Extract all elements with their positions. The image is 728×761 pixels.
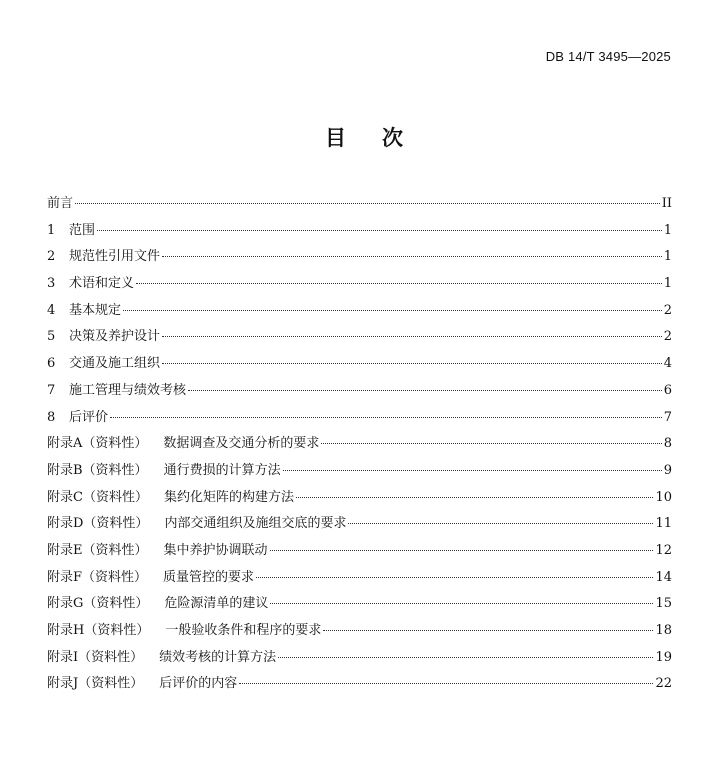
toc-entry-title: 一般验收条件和程序的要求 [165, 623, 322, 638]
toc-entry[interactable] [47, 221, 672, 248]
toc-entry[interactable] [47, 461, 672, 488]
toc-page-number: 19 [655, 649, 672, 665]
toc-entry-title: 质量管控的要求 [163, 569, 255, 585]
toc-entry[interactable] [47, 301, 672, 328]
toc-dot-leader [123, 310, 662, 311]
toc-entry[interactable] [47, 434, 672, 461]
toc-entry-title: 基本规定 [69, 302, 122, 318]
toc-page-number: 1 [663, 249, 672, 265]
toc-entry[interactable] [47, 594, 672, 621]
toc-entry[interactable] [47, 327, 672, 354]
toc-entry-number: 附录F（资料性） [47, 569, 148, 585]
toc-page-number: 22 [655, 676, 672, 692]
toc-entry[interactable] [47, 621, 672, 648]
toc-dot-leader [270, 550, 654, 551]
toc-dot-leader [136, 283, 662, 284]
toc-entry-title: 数据调查及交通分析的要求 [163, 436, 320, 452]
toc-dot-leader [162, 363, 662, 364]
toc-entry-title: 前言 [47, 196, 74, 211]
toc-entry-number: 附录E（资料性） [47, 542, 148, 558]
toc-entry-number: 附录B（资料性） [47, 462, 148, 478]
toc-dot-leader [97, 230, 662, 231]
toc-entry-title: 内部交通组织及施组交底的要求 [164, 516, 347, 532]
toc-entry[interactable] [47, 194, 672, 221]
toc-entry[interactable] [47, 541, 672, 568]
toc-entry-title: 术语和定义 [69, 276, 135, 292]
toc-entry-title: 通行费损的计算方法 [163, 462, 281, 478]
toc-entry[interactable] [47, 354, 672, 381]
toc-entry-title: 危险源清单的建议 [164, 596, 269, 612]
toc-page-number: 2 [663, 302, 672, 318]
toc-page-number: 8 [663, 436, 672, 452]
toc-page-number: 12 [655, 542, 672, 558]
toc-dot-leader [110, 417, 662, 418]
toc-page-number: 18 [655, 623, 672, 638]
toc-dot-leader [239, 683, 653, 684]
toc-entry-title: 后评价的内容 [159, 676, 238, 692]
toc-entry-number: 附录C（资料性） [47, 489, 148, 505]
toc-entry-number: 7 [47, 382, 56, 398]
toc-entry-number: 6 [47, 356, 56, 372]
toc-entry-number: 5 [47, 329, 56, 345]
toc-entry[interactable] [47, 674, 672, 701]
toc-entry-number: 4 [47, 302, 56, 318]
toc-entry-number: 附录I（资料性） [47, 649, 144, 665]
toc-entry[interactable] [47, 247, 672, 274]
toc-entry-number: 附录D（资料性） [47, 516, 149, 532]
toc-entry-number: 附录A（资料性） [47, 436, 148, 452]
toc-page-number: 11 [655, 516, 672, 532]
toc-page-number: 15 [655, 596, 672, 612]
toc-dot-leader [75, 203, 660, 204]
toc-dot-leader [283, 470, 662, 471]
toc-entry-number: 附录H（资料性） [47, 623, 150, 638]
toc-dot-leader [256, 577, 653, 578]
toc-entry-title: 施工管理与绩效考核 [69, 382, 187, 398]
toc-entry[interactable] [47, 568, 672, 595]
toc-dot-leader [323, 630, 653, 631]
toc-dot-leader [162, 256, 662, 257]
toc-dot-leader [278, 657, 653, 658]
toc-dot-leader [270, 603, 653, 604]
toc-page-number: 7 [663, 409, 672, 425]
toc-page-number: 1 [663, 276, 672, 292]
toc-list [47, 194, 672, 701]
toc-entry[interactable] [47, 408, 672, 435]
toc-entry-number: 3 [47, 276, 56, 292]
toc-dot-leader [348, 523, 653, 524]
toc-page-number: 9 [663, 462, 672, 478]
toc-page-number: 1 [663, 222, 672, 238]
toc-entry-title: 后评价 [69, 409, 109, 425]
toc-entry-title: 决策及养护设计 [69, 329, 161, 345]
toc-entry-title: 集中养护协调联动 [163, 542, 268, 558]
document-code: DB 14/T 3495—2025 [545, 49, 671, 64]
toc-title: 目次 [325, 126, 439, 150]
toc-entry-number: 1 [47, 222, 56, 238]
toc-entry[interactable] [47, 648, 672, 675]
toc-page-number: 10 [655, 489, 672, 505]
toc-page-number: 6 [663, 382, 672, 398]
toc-entry[interactable] [47, 381, 672, 408]
toc-entry-number: 附录J（资料性） [47, 676, 144, 692]
toc-page-number: II [661, 196, 672, 211]
toc-entry-title: 集约化矩阵的构建方法 [163, 489, 294, 505]
toc-entry-title: 规范性引用文件 [69, 249, 161, 265]
toc-page-number: 4 [663, 356, 672, 372]
toc-entry-title: 范围 [69, 222, 96, 238]
toc-page-number: 14 [655, 569, 672, 585]
toc-entry-number: 2 [47, 249, 56, 265]
toc-entry-number: 附录G（资料性） [47, 596, 149, 612]
toc-page-number: 2 [663, 329, 672, 345]
toc-entry-title: 绩效考核的计算方法 [159, 649, 277, 665]
toc-entry[interactable] [47, 514, 672, 541]
toc-dot-leader [162, 336, 662, 337]
toc-dot-leader [321, 443, 661, 444]
toc-entry[interactable] [47, 488, 672, 515]
toc-dot-leader [188, 390, 662, 391]
toc-entry[interactable] [47, 274, 672, 301]
toc-dot-leader [296, 497, 653, 498]
toc-entry-title: 交通及施工组织 [69, 356, 161, 372]
toc-entry-number: 8 [47, 409, 56, 425]
